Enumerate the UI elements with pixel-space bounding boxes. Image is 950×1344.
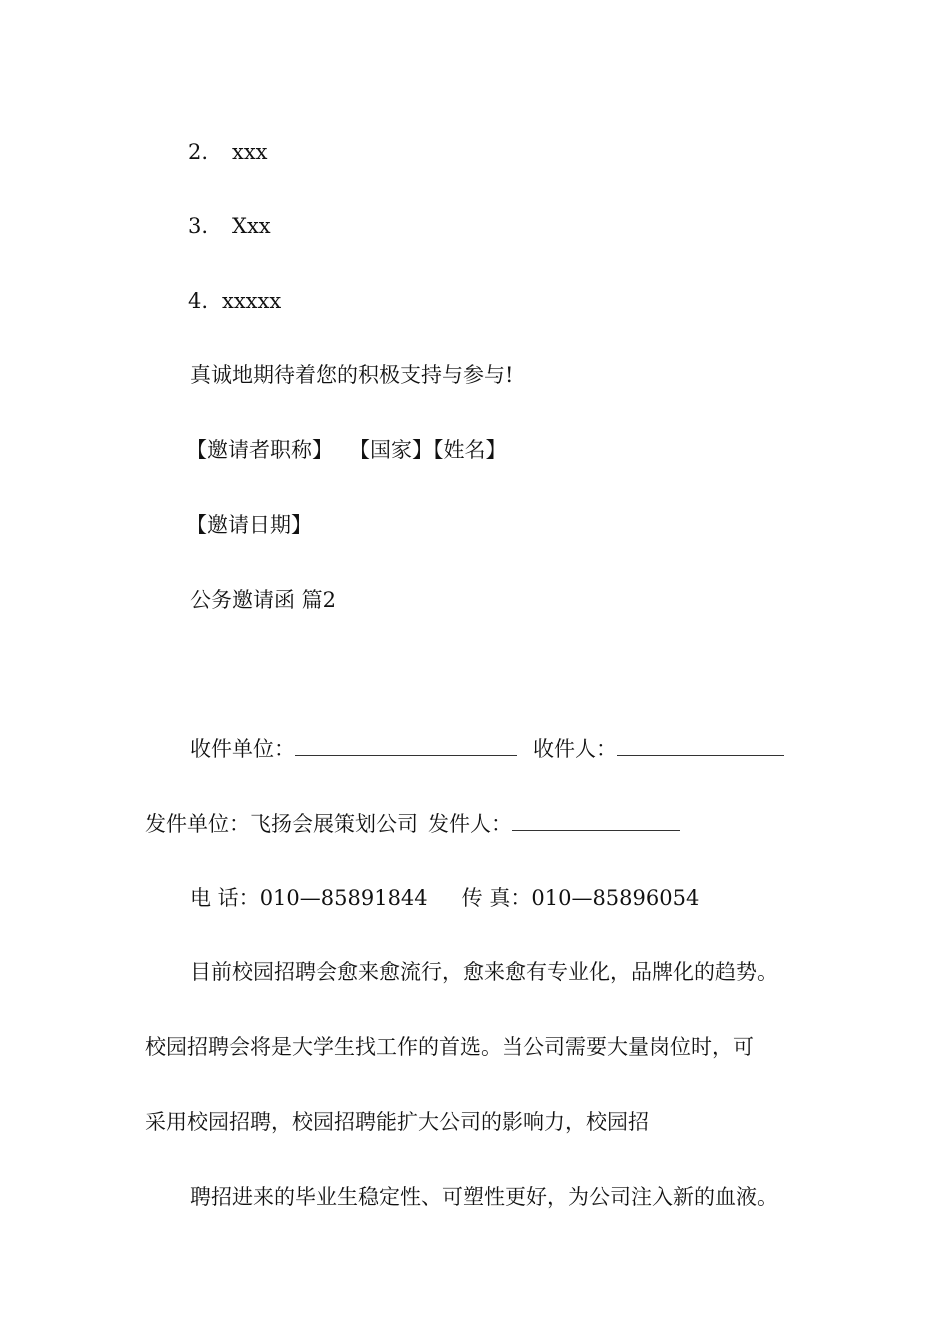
recipient-unit-label: 收件单位： (190, 737, 295, 761)
list-item-text: Xxx (232, 214, 271, 238)
list-item-text: xxx (232, 140, 268, 164)
list-item-number: 3. (188, 214, 209, 238)
sender-line (145, 810, 680, 838)
recipient-line (190, 735, 784, 763)
closing-sentence: 真诚地期待着您的积极支持与参与! (190, 363, 514, 387)
phone-value: 010—85891844 (259, 886, 428, 910)
recipient-blank (617, 737, 784, 756)
sender-blank (512, 812, 680, 831)
recipient-label: 收件人： (533, 737, 617, 761)
list-item (188, 138, 268, 166)
body-line: 校园招聘会将是大学生找工作的首选。当公司需要大量岗位时，可 (145, 1035, 754, 1059)
sender-unit-label: 发件单位： (145, 812, 250, 836)
body-line: 目前校园招聘会愈来愈流行，愈来愈有专业化，品牌化的趋势。 (190, 960, 778, 984)
signature-country: 【国家】 (349, 438, 433, 462)
phone-label: 电 话： (190, 886, 260, 910)
recipient-unit-blank (295, 737, 517, 756)
list-item-number: 2. (188, 140, 209, 164)
list-item (188, 212, 271, 240)
list-item-number: 4. (188, 289, 209, 313)
list-item-text: xxxxx (222, 289, 282, 313)
contact-line (190, 884, 699, 912)
signature-date: 【邀请日期】 (186, 513, 312, 537)
sender-label: 发件人： (428, 812, 512, 836)
body-line: 聘招进来的毕业生稳定性、可塑性更好，为公司注入新的血液。 (190, 1185, 778, 1209)
body-line: 采用校园招聘，校园招聘能扩大公司的影响力，校园招 (145, 1110, 649, 1134)
signature-title: 【邀请者职称】 (186, 438, 333, 462)
fax-value: 010—85896054 (531, 886, 700, 910)
signature-name: 【姓名】 (433, 438, 507, 462)
section-title: 公务邀请函 篇2 (190, 588, 337, 612)
fax-label: 传 真： (461, 886, 532, 910)
list-item (188, 287, 281, 315)
signature-line (186, 436, 507, 464)
sender-unit-value: 飞扬会展策划公司 (250, 812, 418, 836)
